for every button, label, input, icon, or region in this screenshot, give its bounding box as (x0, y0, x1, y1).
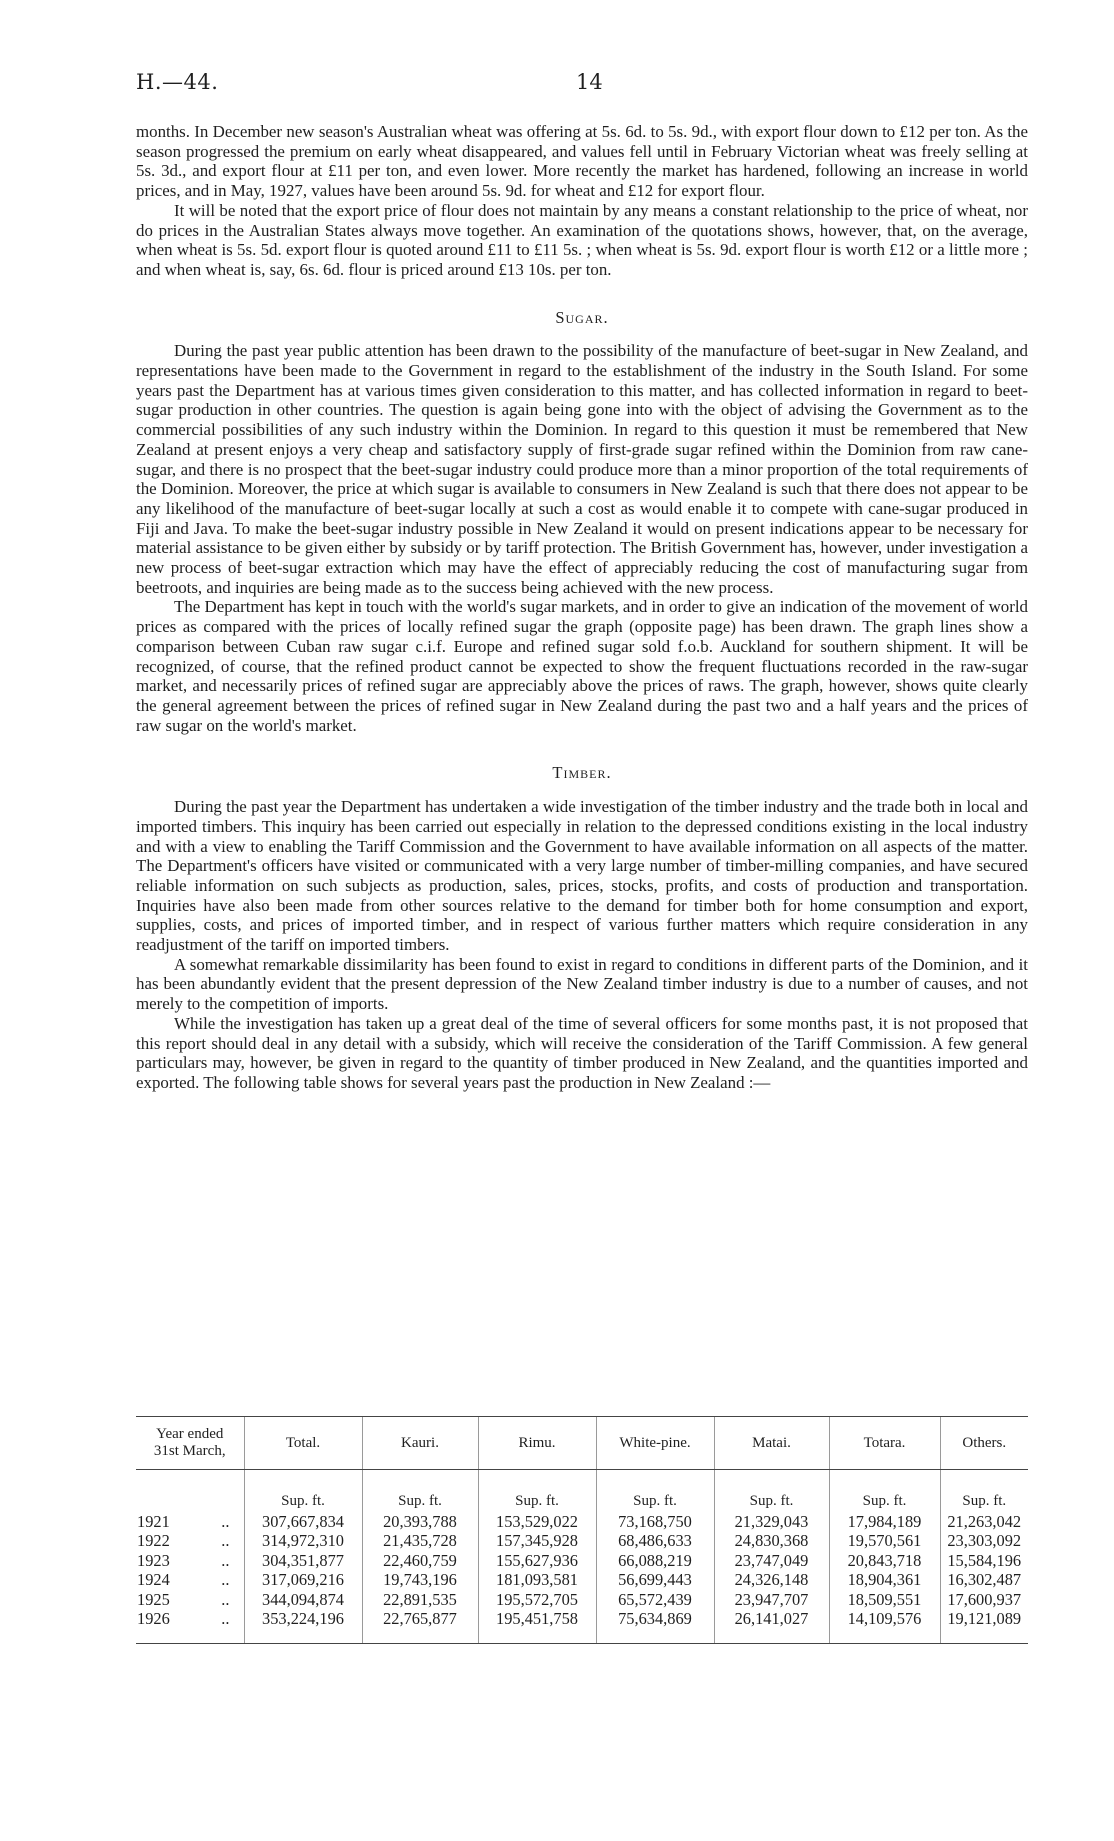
year-cell (136, 1609, 244, 1643)
table-cell: 66,088,219 (596, 1551, 714, 1571)
leader-dots: .. (221, 1511, 230, 1531)
year-header-line2: 31st March, (153, 1443, 226, 1459)
section-heading-sugar: Sugar. (555, 307, 609, 327)
table-cell: 56,699,443 (596, 1570, 714, 1590)
leader-dots: .. (221, 1609, 230, 1628)
table-cell: 75,634,869 (596, 1609, 714, 1643)
year-cell (136, 1590, 244, 1610)
table-cell: 23,747,049 (714, 1551, 829, 1571)
paragraph: While the investigation has taken up a great deal of the time of several officers for some months past, it is not proposed that this report should deal in any detail with a subsidy, which will receive the consideration of the Tariff Commission. A few general particulars may, however, be given in regard to the quantity of timber produced in New Zealand, and the quantities imported and exported. The following table shows for several years past the production in New Zealand :— (136, 1013, 1028, 1092)
table-cell: 21,263,042 (940, 1512, 1028, 1532)
table-cell: 353,224,196 (244, 1609, 362, 1643)
table-cell: 157,345,928 (478, 1531, 596, 1551)
table-units-row (136, 1470, 1028, 1512)
unit-label: Sup. ft. (362, 1470, 478, 1512)
paragraph: months. In December new season's Australian wheat was offering at 5s. 6d. to 5s. 9d., with export flour down to £12 per ton. As the season progressed the premium on early wheat disappeared, and values fell until in February Victorian wheat was freely selling at 5s. 3d., and export flour at £11 per ton, and even lower. More recently the market has hardened, following an increase in world prices, and in May, 1927, values have been around 5s. 9d. for wheat and £12 for export flour. (136, 122, 1028, 201)
table-cell: 18,509,551 (829, 1590, 940, 1610)
table-cell: 24,326,148 (714, 1570, 829, 1590)
table-cell: 155,627,936 (478, 1551, 596, 1571)
table-cell: 22,891,535 (362, 1590, 478, 1610)
column-header-kauri: Kauri. (362, 1417, 478, 1470)
table-cell: 344,094,874 (244, 1590, 362, 1610)
year-cell (136, 1570, 244, 1590)
unit-label: Sup. ft. (940, 1470, 1028, 1512)
section-heading-timber: Timber. (552, 763, 612, 783)
table-cell: 20,843,718 (829, 1551, 940, 1571)
document-reference: H.—44. (136, 70, 219, 94)
table-cell: 19,743,196 (362, 1570, 478, 1590)
year-label: 1926 (137, 1609, 170, 1628)
column-header-others: Others. (940, 1417, 1028, 1470)
table-row (136, 1570, 1028, 1590)
column-header-totara: Totara. (829, 1417, 940, 1470)
column-header-year (136, 1417, 244, 1470)
unit-label: Sup. ft. (478, 1470, 596, 1512)
table-cell: 14,109,576 (829, 1609, 940, 1643)
leader-dots: .. (221, 1550, 230, 1570)
table-cell: 21,435,728 (362, 1531, 478, 1551)
unit-label: Sup. ft. (714, 1470, 829, 1512)
table-cell: 153,529,022 (478, 1512, 596, 1532)
table-cell: 17,600,937 (940, 1590, 1028, 1610)
table-cell: 26,141,027 (714, 1609, 829, 1643)
table-cell: 23,947,707 (714, 1590, 829, 1610)
table-cell: 22,460,759 (362, 1551, 478, 1571)
table-row (136, 1531, 1028, 1551)
table-row (136, 1512, 1028, 1532)
year-label: 1925 (137, 1589, 170, 1609)
unit-label: Sup. ft. (244, 1470, 362, 1512)
table-cell: 304,351,877 (244, 1551, 362, 1571)
page-number: 14 (576, 70, 603, 94)
table-cell: 19,570,561 (829, 1531, 940, 1551)
leader-dots: .. (221, 1531, 230, 1550)
table-cell: 20,393,788 (362, 1512, 478, 1532)
document-body (136, 122, 1028, 1093)
column-header-rimu: Rimu. (478, 1417, 596, 1470)
timber-production-table (136, 1416, 1028, 1644)
paragraph: A somewhat remarkable dissimilarity has been found to exist in regard to conditions in different parts of the Dominion, and it has been abundantly evident that the present depression of the New Zealand timber industry is due to a number of causes, and not merely to the competition of imports. (136, 954, 1028, 1014)
unit-label: Sup. ft. (829, 1470, 940, 1512)
page-header (136, 70, 1028, 100)
table-cell: 68,486,633 (596, 1531, 714, 1551)
table-cell: 23,303,092 (940, 1531, 1028, 1551)
column-header-total: Total. (244, 1417, 362, 1470)
unit-label: Sup. ft. (596, 1470, 714, 1512)
table-cell: 314,972,310 (244, 1531, 362, 1551)
table-cell: 195,451,758 (478, 1609, 596, 1643)
leader-dots: .. (221, 1570, 230, 1589)
table-cell: 73,168,750 (596, 1512, 714, 1532)
table-cell: 16,302,487 (940, 1570, 1028, 1590)
paragraph: The Department has kept in touch with the world's sugar markets, and in order to give an indication of the movement of world prices as compared with the prices of locally refined sugar the graph (opposite page) has been drawn. The graph lines show a comparison between Cuban raw sugar c.i.f. Europe and refined sugar sold f.o.b. Auckland for southern shipment. It will be recognized, of course, that the refined product cannot be expected to show the frequent fluctuations recorded in the raw-sugar market, and necessarily prices of refined sugar are appreciably above the prices of raws. The graph, however, shows quite clearly the general agreement between the prices of refined sugar in New Zealand during the past two and a half years and the prices of raw sugar on the world's market. (136, 597, 1028, 735)
table-cell: 307,667,834 (244, 1512, 362, 1532)
table-cell: 65,572,439 (596, 1590, 714, 1610)
table-body (136, 1470, 1028, 1644)
year-cell (136, 1512, 244, 1532)
table-cell: 18,904,361 (829, 1570, 940, 1590)
year-label: 1924 (137, 1570, 170, 1589)
table-cell: 22,765,877 (362, 1609, 478, 1643)
table-row (136, 1590, 1028, 1610)
paragraph: During the past year the Department has undertaken a wide investigation of the timber industry and the trade both in local and imported timbers. This inquiry has been carried out especially in relation to the depressed conditions existing in the local industry and with a view to enabling the Tariff Commission and the Government to have available information on all aspects of the matter. The Department's officers have visited or communicated with a very large number of timber-milling companies, and have secured reliable information on such subjects as production, sales, prices, stocks, profits, and costs of production and transportation. Inquiries have also been made from other sources relative to the demand for timber both for home consumption and export, supplies, costs, and prices of imported timber, and in respect of various further matters which require consideration in any readjustment of the tariff on imported timbers. (136, 797, 1028, 955)
year-header-line1: Year ended (156, 1426, 224, 1442)
timber-production-table-wrapper (136, 1416, 1028, 1644)
table-cell: 24,830,368 (714, 1531, 829, 1551)
column-header-matai: Matai. (714, 1417, 829, 1470)
year-label: 1921 (137, 1511, 170, 1531)
year-cell (136, 1531, 244, 1551)
table-row (136, 1551, 1028, 1571)
table-cell: 17,984,189 (829, 1512, 940, 1532)
paragraph: It will be noted that the export price of flour does not maintain by any means a constant relationship to the price of wheat, nor do prices in the Australian States always move together. An examination of the quotations shows, however, that, on the average, when wheat is 5s. 5d. export flour is quoted around £11 to £11 5s. ; when wheat is 5s. 9d. export flour is worth £12 or a little more ; and when wheat is, say, 6s. 6d. flour is priced around £13 10s. per ton. (136, 200, 1028, 279)
table-cell (136, 1470, 244, 1512)
table-row (136, 1609, 1028, 1643)
table-cell: 15,584,196 (940, 1551, 1028, 1571)
paragraph: During the past year public attention has been drawn to the possibility of the manufacture of beet-sugar in New Zealand, and representations have been made to the Government in regard to the establishment of the industry in the South Island. For some years past the Department has at various times given consideration to this matter, and has collected information in regard to beet-sugar production in other countries. The question is again being gone into with the object of advising the Government as to the commercial possibilities of any such industry within the Dominion. In regard to this question it must be remembered that New Zealand at present enjoys a very cheap and satisfactory supply of first-grade sugar refined within the Dominion from raw cane-sugar, and there is no prospect that the beet-sugar industry could produce more than a minor proportion of the total requirements of the Dominion. Moreover, the price at which sugar is available to consumers in New Zealand is such that there does not appear to be any likelihood of the manufacture of beet-sugar locally at such a cost as would enable it to compete with cane-sugar produced in Fiji and Java. To make the beet-sugar industry possible in New Zealand it would on present indications appear to be necessary for material assistance to be given either by subsidy or by tariff protection. The British Government has, however, under investigation a new process of beet-sugar extraction which may have the effect of appreciably reducing the cost of manufacturing sugar from beetroots, and inquiries are being made as to the success being achieved with the new process. (136, 341, 1028, 597)
table-cell: 317,069,216 (244, 1570, 362, 1590)
year-label: 1923 (137, 1550, 170, 1570)
table-cell: 21,329,043 (714, 1512, 829, 1532)
table-cell: 19,121,089 (940, 1609, 1028, 1643)
table-header (136, 1417, 1028, 1470)
table-cell: 181,093,581 (478, 1570, 596, 1590)
leader-dots: .. (221, 1589, 230, 1609)
year-cell (136, 1551, 244, 1571)
year-label: 1922 (137, 1531, 170, 1550)
table-cell: 195,572,705 (478, 1590, 596, 1610)
column-header-white-pine: White-pine. (596, 1417, 714, 1470)
table-header-row (136, 1417, 1028, 1470)
